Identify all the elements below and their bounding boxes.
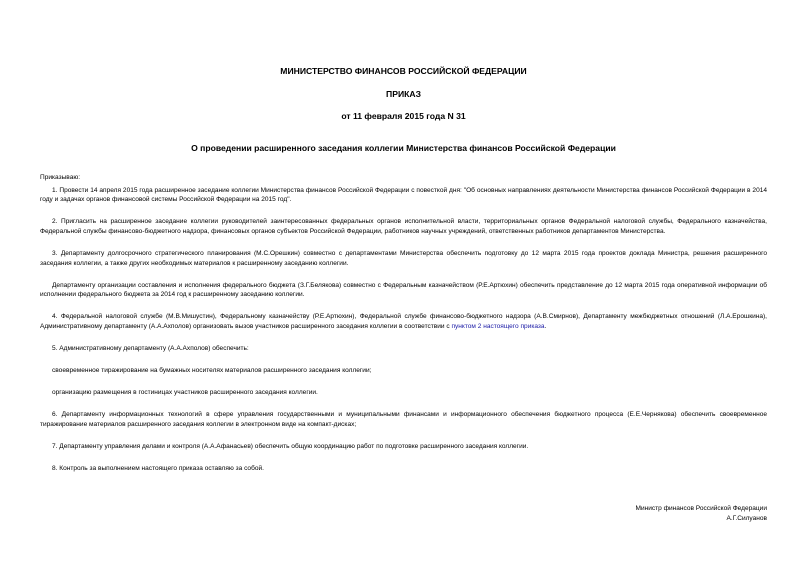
- intro-line: Приказываю:: [40, 174, 81, 181]
- document-date-number: от 11 февраля 2015 года N 31: [341, 111, 466, 121]
- ministry-title: МИНИСТЕРСТВО ФИНАНСОВ РОССИЙСКОЙ ФЕДЕРАЦИИ: [280, 66, 527, 76]
- signature-position: Министр финансов Российской Федерации: [635, 505, 767, 512]
- document-type: ПРИКАЗ: [386, 89, 421, 99]
- paragraph-1: 1. Провести 14 апреля 2015 года расширенное заседание коллегии Министерства финансов Российской Федерации с повесткой дня: "Об основных направлениях деятельности Министерства финансов Российской Федерации в 2014 году и задачах органов финансовой системы Российской Федерации на 2015 год".: [40, 186, 767, 204]
- paragraph-5a: своевременное тиражирование на бумажных носителях материалов расширенного заседания коллегии;: [52, 367, 372, 375]
- paragraph-2: 2. Пригласить на расширенное заседание коллегии руководителей заинтересованных федеральных органов исполнительной власти, территориальных органов Федеральной налоговой службы, Федерального казначейства, Федеральной службы финансово-бюджетного надзора, финансовых органов субъектов Российской Федерации, работников научных учреждений, ответственных работников департаментов Министерства.: [40, 218, 767, 235]
- paragraph-4-end: .: [544, 322, 547, 330]
- paragraph-6: 6. Департаменту информационных технологий в сфере управления государственными и муниципальными финансами и информационного обеспечения бюджетного процесса (Е.Е.Чернякова) обеспечить своевременное тиражирование материалов расширенного заседания коллегии в электронном виде на компакт-дисках;: [40, 411, 767, 428]
- signature-block: [635, 504, 767, 523]
- paragraph-7: 7. Департаменту управления делами и контроля (А.А.Афанасьев) обеспечить общую координацию работ по подготовке расширенного заседания коллегии.: [52, 443, 529, 450]
- paragraph-3: 3. Департаменту долгосрочного стратегического планирования (М.С.Орешкин) совместно с департаментами Министерства обеспечить подготовку до 12 марта 2015 года проектов доклада Министра, решения расширенного заседания коллегии, а также других необходимых материалов к расширенному заседанию коллегии.: [40, 249, 767, 267]
- link-point-2[interactable]: пунктом 2 настоящего приказа: [451, 322, 545, 330]
- paragraph-4-text: 4. Федеральной налоговой службе (М.В.Мишустин), Федеральному казначейству (Р.Е.Артюхин), Федеральной службе финансово-бюджетного надзора (А.В.Смирнов), Департаменту межбюджетных отношений (Л.А.Ерошкина), Административному департаменту (А.А.Ахполов) организовать вызов участников расширенного заседания коллегии в соответствии с: [40, 313, 767, 330]
- document-body: [40, 173, 767, 486]
- paragraph-8: 8. Контроль за выполнением настоящего приказа оставляю за собой.: [52, 465, 264, 473]
- paragraph-5: 5. Административному департаменту (А.А.Ахполов) обеспечить:: [52, 345, 249, 353]
- paragraph-3b: Департаменту организации составления и исполнения федерального бюджета (З.Г.Белякова) совместно с Федеральным казначейством (Р.Е.Артюхин) обеспечить представление до 12 марта 2015 года оперативной информации об исполнении федерального бюджета за 2014 год к расширенному заседанию коллегии.: [40, 281, 767, 299]
- paragraph-4: [40, 312, 767, 331]
- paragraph-5b: организацию размещения в гостиницах участников расширенного заседания коллегии.: [52, 389, 318, 397]
- signature-name: А.Г.Силуанов: [726, 514, 767, 522]
- document-subject: О проведении расширенного заседания коллегии Министерства финансов Российской Федерации: [191, 143, 616, 153]
